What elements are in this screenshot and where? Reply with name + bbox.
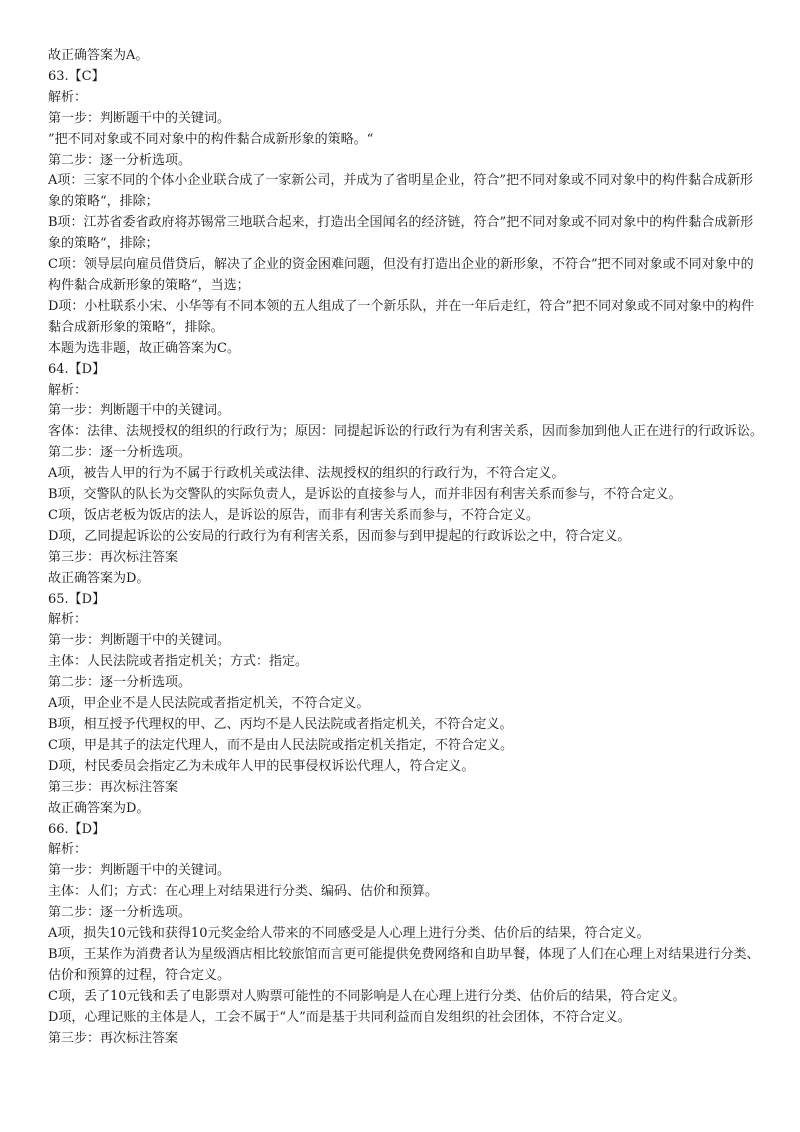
- text-line: 第一步：判断题干中的关键词。: [48, 403, 231, 419]
- option-analysis: B项，相互授予代理权的甲、乙、丙均不是人民法院或者指定机关，不符合定义。: [48, 717, 513, 732]
- option-analysis: A项，损失10元钱和获得10元奖金给人带来的不同感受是人心理上进行分类、估价后的结果，符合定义。: [48, 926, 650, 942]
- text-line: 解析：: [48, 89, 88, 105]
- text-line: 第一步：判断题干中的关键词。: [48, 633, 231, 649]
- option-analysis: D项，村民委员会指定乙为未成年人甲的民事侵权诉讼代理人，符合定义。: [48, 758, 475, 774]
- text-line: 客体：法律、法规授权的组织的行政行为；原因：同提起诉讼的行政行为有利害关系，因而参加到他人正在进行的行政诉讼。: [48, 424, 764, 440]
- text-line: 故正确答案为D。: [48, 570, 150, 586]
- text-line: 第二步：逐一分析选项。: [48, 445, 192, 461]
- text-line: ”把不同对象或不同对象中的构件黏合成新形象的策略。“: [48, 131, 374, 147]
- question-number: 64.【D】: [48, 361, 106, 377]
- option-analysis: C项，甲是其子的法定代理人，而不是由人民法院或指定机关指定，不符合定义。: [48, 737, 513, 753]
- text-line: 第三步：再次标注答案: [48, 779, 179, 795]
- text-line: 主体：人们；方式：在心理上对结果进行分类、编码、估价和预算。: [48, 884, 439, 900]
- text-line: 第一步：判断题干中的关键词。: [48, 110, 231, 126]
- text-line: 故正确答案为D。: [48, 800, 150, 816]
- question-number: 65.【D】: [48, 591, 106, 607]
- option-analysis: B项，王某作为消费者认为星级酒店相比较旅馆而言更可能提供免费网络和自助早餐，体现了人们在心理上对结果进行分类、估价和预算的过程，符合定义。: [48, 946, 760, 983]
- text-line: 第二步：逐一分析选项。: [48, 675, 192, 691]
- option-analysis: B项，交警队的队长为交警队的实际负责人，是诉讼的直接参与人，而并非因有利害关系而参与，不符合定义。: [48, 487, 682, 503]
- text-line: 第二步：逐一分析选项。: [48, 152, 192, 168]
- text-line: 第三步：再次标注答案: [48, 549, 179, 565]
- text-line: 解析：: [48, 842, 88, 858]
- option-analysis: B项：江苏省委省政府将苏锡常三地联合起来，打造出全国闻名的经济链，符合”把不同对象或不同对象中的构件黏合成新形象的策略“，排除；: [48, 215, 754, 252]
- question-number: 66.【D】: [48, 821, 106, 837]
- text-line: 本题为选非题，故正确答案为C。: [48, 340, 240, 356]
- document-page: [48, 46, 764, 1050]
- text-line: 第二步：逐一分析选项。: [48, 905, 192, 921]
- text-line: 第一步：判断题干中的关键词。: [48, 863, 231, 879]
- option-analysis: A项：三家不同的个体小企业联合成了一家新公司，并成为了省明星企业，符合”把不同对象或不同对象中的构件黏合成新形象的策略“，排除；: [48, 173, 754, 210]
- text-line: 故正确答案为A。: [48, 48, 149, 63]
- option-analysis: C项：领导层向雇员借贷后，解决了企业的资金困难问题，但没有打造出企业的新形象，不符合”把不同对象或不同对象中的构件黏合成新形象的策略“，当选；: [48, 257, 754, 293]
- option-analysis: D项：小杜联系小宋、小华等有不同本领的五人组成了一个新乐队，并在一年后走红，符合”把不同对象或不同对象中的构件黏合成新形象的策略“，排除。: [48, 298, 755, 335]
- option-analysis: A项，甲企业不是人民法院或者指定机关，不符合定义。: [48, 696, 370, 712]
- text-line: 第三步：再次标注答案: [48, 1030, 179, 1046]
- text-line: 主体：人民法院或者指定机关；方式：指定。: [48, 654, 309, 670]
- text-line: 解析：: [48, 612, 88, 628]
- option-analysis: A项，被告人甲的行为不属于行政机关或法律、法规授权的组织的行政行为，不符合定义。: [48, 466, 565, 482]
- question-number: 63.【C】: [48, 68, 105, 84]
- option-analysis: D项，心理记账的主体是人，工会不属于“人”而是基于共同利益而自发组织的社会团体，不符合定义。: [48, 1009, 631, 1025]
- option-analysis: C项，丢了10元钱和丢了电影票对人购票可能性的不同影响是人在心理上进行分类、估价后的结果，符合定义。: [48, 988, 686, 1004]
- text-line: 解析：: [48, 382, 88, 398]
- option-analysis: C项，饭店老板为饭店的法人，是诉讼的原告，而非有利害关系而参与，不符合定义。: [48, 507, 539, 523]
- option-analysis: D项，乙同提起诉讼的公安局的行政行为有利害关系，因而参与到甲提起的行政诉讼之中，符合定义。: [48, 528, 631, 544]
